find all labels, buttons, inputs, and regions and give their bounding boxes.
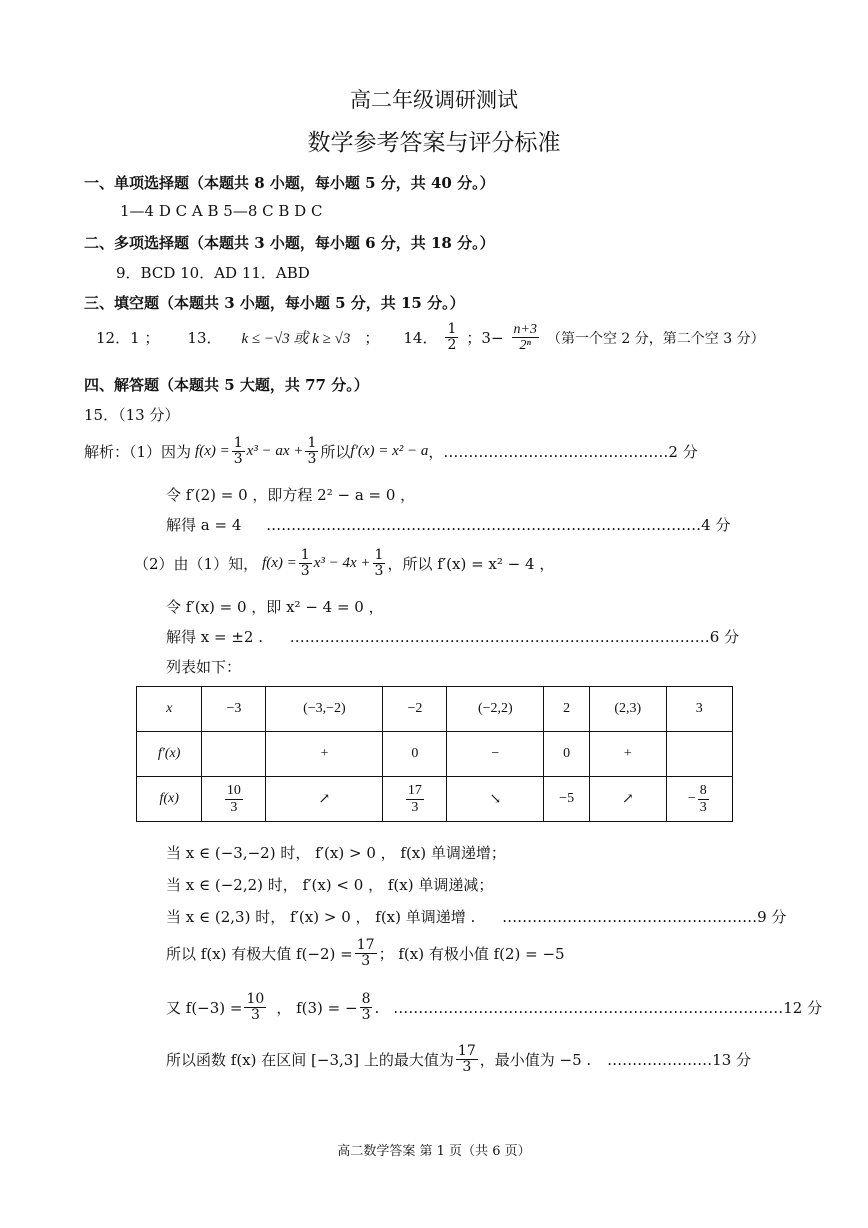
table-cell: ↘ <box>447 777 544 822</box>
table-cell: + <box>266 732 383 777</box>
q14-label: 14． <box>403 329 438 348</box>
fraction-one-third: $\frac{1}{3}$ <box>233 435 243 468</box>
q14-separator: ；3− <box>466 329 504 348</box>
monotonic-line-2: 当 x ∈ (−2,2) 时， f′(x) < 0 ， f(x) 单调递减； <box>166 876 494 894</box>
q14-fraction-2: $\frac{n+3}{\text{2ⁿ}}$ <box>513 322 537 354</box>
score-6: …………………………………………………………………………6 分 <box>289 628 740 646</box>
table-cell: ↗ <box>590 777 666 822</box>
table-cell: x <box>137 687 202 732</box>
solution-line-6 <box>166 626 739 647</box>
page-title: 高二年级调研测试 <box>350 88 518 112</box>
table-intro: 列表如下： <box>166 658 242 676</box>
table-cell: (−2,2) <box>447 687 544 732</box>
q14-fraction-1: $\frac{1}{2}$ <box>447 321 457 354</box>
conclusion-min-text: ，最小值为 −5 . <box>479 1051 592 1070</box>
section-3-answers <box>96 322 765 354</box>
a-value: 解得 a = 4 <box>166 516 242 534</box>
table-row <box>137 777 733 822</box>
solution-line-1 <box>84 436 698 468</box>
therefore-word: 所以 <box>320 443 351 462</box>
endpoint-line: 又 f(−3) = $\frac{10}{3}$ ， f(3) = − $\frac{8}{3}$ . ……………………………………………………………………12 分 <box>166 991 823 1024</box>
table-cell: − <box>447 732 544 777</box>
section-3-heading: 三、填空题（本题共 3 小题，每小题 5 分，共 15 分。） <box>84 294 465 312</box>
f-neg3-text: 又 f(−3) = <box>166 999 243 1018</box>
period: . <box>374 998 380 1017</box>
fx-expr: f(x) = <box>195 443 230 460</box>
table-cell: (−3,−2) <box>266 687 383 732</box>
table-cell: 0 <box>383 732 447 777</box>
q13-answer: k ≤ −√3 或 k ≥ √3 <box>241 331 351 348</box>
solution-line-4 <box>134 548 554 580</box>
table-cell: 0 <box>544 732 590 777</box>
monotonic-3-text: 当 x ∈ (2,3) 时， f′(x) > 0 ， f(x) 单调递增 . <box>166 908 476 926</box>
derivative-expr-2: ，所以 f′(x) = x² − 4 ， <box>387 555 555 574</box>
score-4: ……………………………………………………………………………4 分 <box>266 516 731 534</box>
extremum-line: 所以 f(x) 有极大值 f(−2) = $\frac{17}{3}$ ； f(x) 有极小值 f(2) = −5 <box>166 937 565 970</box>
section-2-heading: 二、多项选择题（本题共 3 小题，每小题 6 分，共 18 分。） <box>84 234 495 252</box>
table-cell: 3 <box>666 687 732 732</box>
fx-expr-2: f(x) = <box>262 555 297 572</box>
section-4-heading: 四、解答题（本题共 5 大题，共 77 分。） <box>84 376 369 394</box>
table-cell: −2 <box>383 687 447 732</box>
fraction-one-third-4: $\frac{1}{3}$ <box>374 547 384 580</box>
page-footer: 高二数学答案 第 1 页（共 6 页） <box>337 1144 531 1159</box>
table-cell: (2,3) <box>590 687 666 732</box>
q12-answer: 12．1 ； <box>96 329 160 348</box>
table-cell: −5 <box>544 777 590 822</box>
min-value-text: ； f(x) 有极小值 f(2) = −5 <box>378 945 565 964</box>
table-cell: f(x) <box>137 777 202 822</box>
score-12: ……………………………………………………………………12 分 <box>393 999 823 1018</box>
table-cell: 2 <box>544 687 590 732</box>
conclusion-max-text: 所以函数 f(x) 在区间 [−3,3] 上的最大值为 <box>166 1051 454 1070</box>
monotonicity-table <box>136 686 733 822</box>
q14-note: （第一个空 2 分，第二个空 3 分） <box>546 330 765 347</box>
solution-1-label: 解析：（1）因为 <box>84 443 192 462</box>
page-subtitle: 数学参考答案与评分标准 <box>307 130 561 156</box>
fraction-one-third-2: $\frac{1}{3}$ <box>307 435 317 468</box>
q13-separator: ； <box>364 329 380 348</box>
fx-terms: x³ − ax + <box>246 443 304 460</box>
solution-line-5: 令 f′(x) = 0 ，即 x² − 4 = 0 ， <box>166 598 384 616</box>
max-value-text: 所以 f(x) 有极大值 f(−2) = <box>166 945 353 964</box>
monotonic-line-3 <box>166 906 786 927</box>
table-row <box>137 687 733 732</box>
derivative-expr: f′(x) = x² − a <box>350 443 429 460</box>
q13-label: 13． <box>187 329 222 348</box>
table-cell: − $\frac{8}{3}$ <box>666 777 732 822</box>
conclusion-line: 所以函数 f(x) 在区间 [−3,3] 上的最大值为 $\frac{17}{3}$ ，最小值为 −5 . …………………13 分 <box>166 1043 752 1076</box>
problem-15-heading: 15．（13 分） <box>84 406 180 424</box>
table-row <box>137 732 733 777</box>
table-cell: −3 <box>202 687 266 732</box>
table-cell: $\frac{17}{3}$ <box>383 777 447 822</box>
solution-line-2: 令 f′(2) = 0 ，即方程 2² − a = 0 ， <box>166 486 416 504</box>
section-1-answers: 1—4 D C A B 5—8 C B D C <box>120 202 323 220</box>
score-9: ……………………………………………9 分 <box>502 908 787 926</box>
x-roots: 解得 x = ±2 . <box>166 628 263 646</box>
table-cell <box>202 732 266 777</box>
section-1-heading: 一、单项选择题（本题共 8 小题，每小题 5 分，共 40 分。） <box>84 174 495 192</box>
section-2-answers: 9．BCD 10．AD 11．ABD <box>116 264 310 282</box>
score-2: ，………………………………………2 分 <box>428 443 698 462</box>
fraction-one-third-3: $\frac{1}{3}$ <box>300 547 310 580</box>
solution-line-3 <box>166 514 730 535</box>
fx-terms-2: x³ − 4x + <box>313 555 371 572</box>
table-cell <box>666 732 732 777</box>
monotonic-line-1: 当 x ∈ (−3,−2) 时， f′(x) > 0 ， f(x) 单调递增； <box>166 844 506 862</box>
table-cell: + <box>590 732 666 777</box>
f-3-text: ， f(3) = − <box>276 999 358 1018</box>
solution-2-label: （2）由（1）知， <box>134 555 259 574</box>
score-13: …………………13 分 <box>607 1051 752 1070</box>
table-cell: $\frac{10}{3}$ <box>202 777 266 822</box>
table-cell: f′(x) <box>137 732 202 777</box>
table-cell: ↗ <box>266 777 383 822</box>
